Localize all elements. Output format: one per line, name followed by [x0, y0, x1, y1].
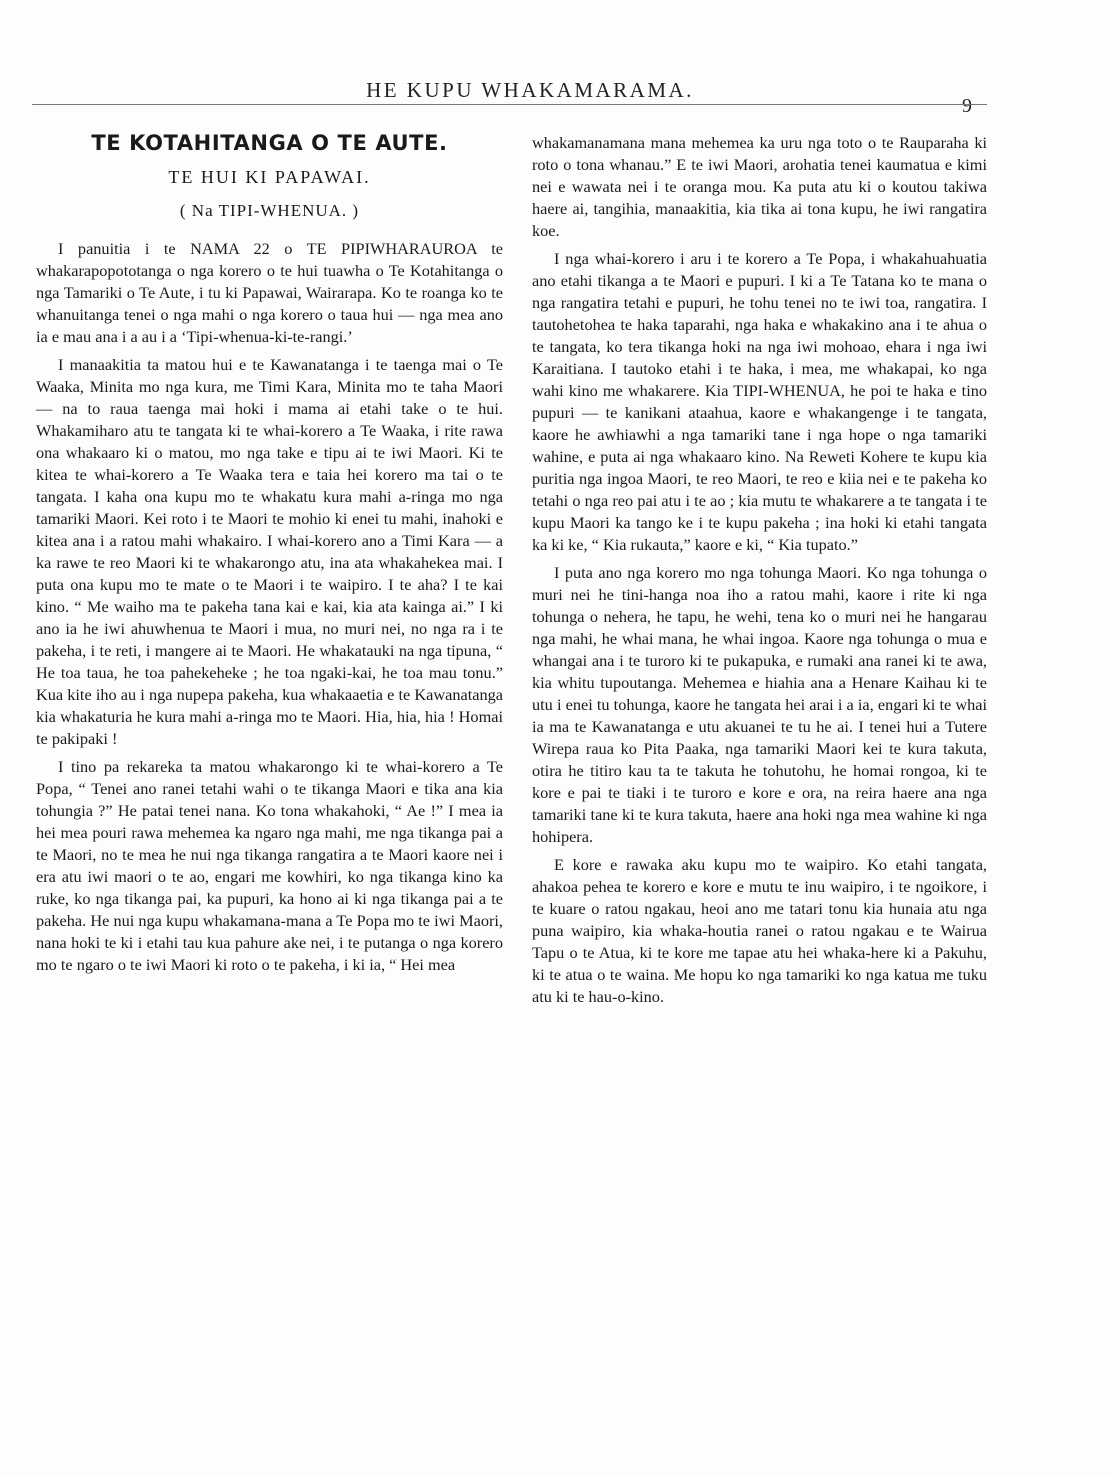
right-column	[532, 132, 987, 1014]
left-column	[36, 130, 503, 982]
article-title: TE KOTAHITANGA O TE AUTE.	[91, 131, 448, 155]
paragraph: I panuitia i te NAMA 22 o TE PIPIWHARAUROA te whakarapopototanga o nga korero o te hui tuawha o Te Kotahitanga o nga Tamariki o Te Aute, i tu ki Papawai, Wairarapa. Ko te roanga ko te whanuitanga tenei o nga mahi o nga korero o taua hui — nga mea ano ia e mau ana i a au i a ‘Tipi-whenua-ki-te-rangi.’	[36, 239, 503, 346]
paragraph-continued: whakamanamana mana mehemea ka uru nga toto o te Rauparaha ki roto o tona whanau.” E te iwi Maori, arohatia tenei kaumatua e kimi nei e wawata nei i te oranga mou. Ka puta atu ki o koutou takiwa haere ai, tangihia, manaakitia, kia tika ai tona kupu, he iwi rangatira koe.	[532, 133, 987, 240]
header-rule	[32, 104, 987, 105]
paragraph: I nga whai-korero i aru i te korero a Te Popa, i whakahuahuatia ano etahi tikanga a te Maori e pupuri. I ki a Te Tatana ko te mana o nga rangatira tetahi e pupuri, he tohu tenei no te iwi toa, rangatira. I tautohetohea te haka taparahi, nga haka e whakakino ana i te ahua o te tangata, ko tera tikanga hoki na nga iwi mohoao, ehara i nga iwi Karaitiana. I tautoko etahi i te haka, i mea, me whakapai, ko nga wahi kino me whakarere. Kia TIPI-WHENUA, he poi te haka e tino pupuri — te kanikani ataahua, kaore e whakangenge i te tangata, kaore he awhiawhi a nga tamariki tane i nga hope o nga tamariki wahine, e puta ai nga whakaaro kino. Na Reweti Kohere te kupu kia puritia nga ingoa Maori, te reo Maori, te reo e kiia nei e te pakeha ko tetahi o nga reo pai atu i te ao ; kia mutu te whakarere a te tangata i te kupu Maori ka tango ke i te kupu pakeha ; ina hoki ki etahi tangata ka ki ke, “ Kia rukauta,” kaore e ki, “ Kia tupato.”	[532, 249, 987, 554]
article-subtitle: TE HUI KI PAPAWAI.	[168, 167, 371, 187]
paragraph: I puta ano nga korero mo nga tohunga Maori. Ko nga tohunga o muri nei he tini-hanga noa iho a ratou mahi, kaore i rite ki nga tohunga o nehera, he tapu, he wehi, tena ko o muri nei he hangarau nga mahi, he whai mana, he whai ingoa. Kaore nga tohunga o mua e whangai ana i te turoro ki te pukapuka, e rumaki ana ranei ki te awa, kia whitu tupoutanga. Mehemea e hiahia ana a Henare Kaihau ki te utu i enei tu tohunga, kaore he tangata hei arai i a ia, engari ki te whai ia ma te Kawanatanga e utu akuanei te tu he ai. I tenei hui a Tutere Wirepa raua ko Pita Paaka, nga tamariki Maori kei te kura takuta, otira he titiro kau ta te takuta he tohutohu, he homai rongoa, ki te kore e pai te tiaki i te turoro e kore e ora, na reira haere ana nga tamariki tane ki te kura takuta, haere ana hoki nga mea wahine ki nga hohipera.	[532, 563, 987, 846]
paragraph: I tino pa rekareka ta matou whakarongo ki te whai-korero a Te Popa, “ Tenei ano ranei tetahi wahi o te tikanga Maori e tika ana kia tohungia ?” He patai tenei nana. Ko tona whakahoki, “ Ae !” I mea ia hei mea pouri rawa mehemea ka ngaro nga mahi, me nga tikanga pai a te Maori, no te mea he nui nga tikanga rangatira a te Maori kaore nei i era atu iwi maori o te ao, engari me kowhiri, ko nga tikanga kino ka ruke, ko nga tikanga pai, ka pupuri, ka hono ai ki nga tikanga pai a te pakeha. He nui nga kupu whakamana-mana a Te Popa mo te iwi Maori, nana hoki te ki i etahi tau kua pahure ake nei, i te putanga o nga korero mo te ngaro o te iwi Maori ki roto o te pakeha, i ki ia, “ Hei mea	[36, 757, 503, 974]
article-byline: ( Na TIPI-WHENUA. )	[179, 201, 360, 220]
paragraph: E kore e rawaka aku kupu mo te waipiro. Ko etahi tangata, ahakoa pehea te korero e kore e mutu te inu waipiro, i te ngoikore, i te kuare o ratou ngakau, heoi ano me tatari tonu kia hunaia atu nga puna waipiro, kia whaka-houtia ranei o ratou ngakau e te Wairua Tapu o te Atua, ki te kore me tapae atu hei whaka-here ki a Pakuhu, ki te atua o te waina. Me hopu ko nga tamariki ko nga katua me tuku atu ki te hau-o-kino.	[532, 855, 987, 1006]
page-number: 9	[962, 95, 972, 117]
paragraph: I manaakitia ta matou hui e te Kawanatanga i te taenga mai o Te Waaka, Minita mo nga kura, me Timi Kara, Minita mo te taha Maori — na to raua taenga mai hoki i mama ai etahi take o te hui. Whakamiharo atu te tangata ki te whai-korero a Te Waaka, i rite rawa ona whakaaro ki o matou, mo nga take e tipu ai te iwi Maori. Ki te kitea te whai-korero a Te Waaka tera e taia hei korero ma tai o te tangata. I kaha ona kupu mo te whakatu kura mahi a-ringa mo nga tamariki Maori. Kei roto i te Maori te mohio ki enei tu mahi, inahoki e kitea ana i a ratou mahi whakairo. I whai-korero ano a Timi Kara — a ka rawe te reo Maori ki te whakarongo atu, ina ata whakahekea mai. I puta ona kupu mo te mate o te Maori i te waipiro. I te aha? I te kai kino. “ Me waiho ma te pakeha tana kai e kai, kia ata kainga ai.” I ki ano ia he iwi ahuwhenua te Maori i mua, no muri nei, no nga ra i te pakeha, i te reti, i mangere ai te Maori. He whakatauki na nga tipuna, “ He toa taua, he toa pahekeheke ; he toa ngaki-kai, he toa mau tonu.” Kua kite iho au i nga nupepa pakeha, kua whakaaetia e te Kawanatanga kia whakaturia he kura mahi a-ringa mo te Maori. Hia, hia, hia ! Homai te pakipaki !	[36, 355, 503, 748]
running-header-title: HE KUPU WHAKAMARAMA.	[366, 78, 694, 102]
